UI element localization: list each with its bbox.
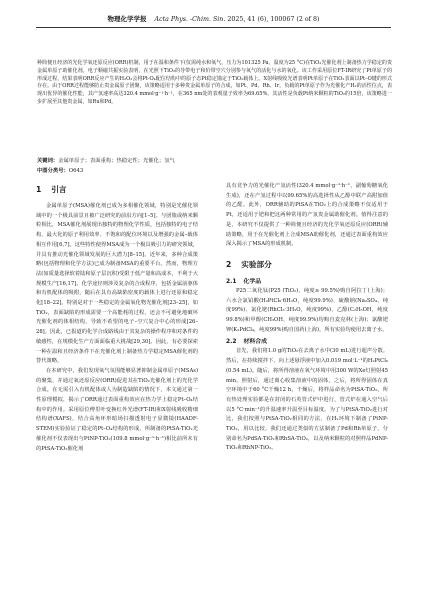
section-number: 1	[36, 185, 42, 194]
abstract-text: 种简便且经济的光化学氧还原反应(ORR)机制，用于在温和条件下(仅需纯水和氧气，压力为101325 Pa，温度为25 °C)在TiO₂光催化剂上制备热力学稳定的贵金属单原子助催化剂。电子顺磁共振实验表明，在光照下TiO₂的导带电子和价带空穴分别参与氧气的活化与水的氧化。该工作采用原位FT-IR研究了Pt单原子的形成过程，结果表明ORR反应产生的H₂O₂会将Pt-O₄配位结构中的原子态Pt稳定锚定于TiO₂载体上。X射线吸收光谱表明Pt单原子在TiO₂表面以Pt–O键的形式存在。由于ORR过程能够防止贵金属原子团聚，该策略适用于多种贵金属单原子的合成，如Pt、Pd、Rh、Ir。负载的Pt单原子作为光催化产H₂的活性位点，表现出优异的催化性能，其产氢速率高达320.4 mmol·g⁻¹·h⁻¹，在365 nm处的表观量子效率为69.65%。其活性是负载Pt纳米颗粒的TiO₂的15倍，该策略进一步扩展至其他贵金属，如Ru和Pd。	[37, 60, 392, 105]
journal-title	[36, 14, 391, 23]
subsection-heading-chemicals	[226, 277, 388, 287]
section-number: 2	[226, 259, 232, 269]
clc-number	[37, 168, 237, 175]
subsection-title: 化学品	[243, 278, 262, 285]
clc-text: O643	[68, 168, 84, 174]
section-title: 引言	[51, 185, 67, 194]
chemicals-paragraph: P25二氧化钛(P25 (TiO₂)，纯度≥ 99.5%)购自阿拉丁(上海)；六水合氯铂酸(H₂PtCl₆·6H₂O，纯度99.9%)、硫酸钠(Na₂SO₄，纯度99%)、氯化铑(RhCl₃·3H₂O，纯度99%)、乙醇(C₂H₅OH，纯度99.8%)和甲醇(CH₃OH，纯度99.9%)均购自麦克林(上海)；氯酸钯钾(K₂PdCl₄，纯度99%)购自国药(上海)。所有实验均使用去离子水。	[226, 287, 388, 333]
section-heading-intro	[36, 185, 198, 195]
intro-paragraph-1: 金属单原子(MSA)催化剂已成为多相催化领域，特别是光催化领域中的一个极具前景且被广泛研究的前沿方向[1–5]。与团簇或纳米颗粒相比，MSA催化剂展现出独特的物理化学性质，包括独特的电子结构、最大化的原子利用效率、不饱和的配位环境以及增强的金属–载体相互作用[6,7]。这些特性使得MSA成为一个极具吸引力的研究领域，并具有推动光催化领域发展的巨大潜力[8–15]。近年来，多种合成策略(包括物理和化学方法)已成为制备MSA的重要平台。然而，物理方法(如质量选择软着陆和原子层沉积)受限于低产量和高成本，不利于大规模生产[16,17]。化学途径则涉及复杂的合成程序，包括金属前驱体和有机配体的吸附，随后在具有高缺陷密度的载体上进行还原和稳定化[18–22]。特别是对于一些稳定的金属氧化物光催化剂[23–25]，如TiO₂，表面缺陷的形成需要一个高能耗的过程，还会不可避免地破坏光催化剂的体相结构，导致不希望的电子–空穴复合中心的形成[26–28]。因此，已报道的化学合成路线由于其复杂的操作程序和对条件的敏感性，在规模化生产方面面临重大挑战[29,30]。因此，有必要探索一种在温和且经济条件下在光催化剂上制备热力学稳定MSA催化剂的替代策略。	[36, 203, 198, 365]
section-title: 实验部分	[241, 259, 272, 269]
journal-title-cn: 物理化学学报	[107, 15, 147, 23]
subsection-number: 2.1	[226, 278, 237, 285]
running-header	[36, 14, 391, 26]
volume-info: 2025, 41 (6), 100067 (2 of 8)	[227, 16, 320, 23]
intro-paragraph-2: 在本研究中，我们发现氧气氛围能够显著抑制金属单原子(MSAs)的聚集，并通过氧还原反应(ORR)促进其在TiO₂光催化剂上的光化学合成。在无需引入有机配体或人为制造缺陷的情况下，本文通过第一性原理模拟，揭示了ORR通过表面重构效应在热力学上稳定Pt–O₄结构中的作用。采用原位傅里叶变换红外光谱(FT-IR)和X射线吸收精细结构谱(XAFS)，结合高角环形暗场扫描透射电子显微镜(HAADF-STEM)实验验证了稳定的Pt–O₄结构的形成。所制备的PtSA-TiO₂光催化剂不仅表现出与PtNP-TiO₂(109.8 mmol·g⁻¹·h⁻¹)相比前所未有的PtSA-TiO₂催化剂	[36, 367, 198, 452]
keywords-text: 金属单原子；表面重构；热稳定性；光催化；氢气	[58, 158, 175, 164]
keywords-label: 关键词：	[37, 158, 59, 164]
header-rule	[36, 27, 391, 28]
clc-label: 中图分类号：	[37, 168, 69, 174]
subsection-number: 2.2	[226, 339, 237, 346]
synthesis-paragraph: 首先，我们将1.0 g的TiO₂在去离子水中(30 mL)进行超声分散。然后，在持续搅拌下，向上述悬浮液中加入0.019 mol·L⁻¹的H₂PtCl₆ (0.54 mL)。随后，将所得溶液在氧气环境中用300 W的Xe灯照射45 min。照射后，通过离心收集溶液中的固体，之后，将所得固体在真空环境中于60 °C干燥12 h，干燥后，将样品命名为PtSA-TiO₂。所有热处理实验都是在封闭的石英管式炉中进行，管式炉在通入空气后以5 °C·min⁻¹的升温速率升温至目标温度。为了与PtSA-TiO₂进行对比，我们按照与PtSA-TiO₂相同的方法，在H₂环境下制备了PtNP-TiO₂，用以比较。我们还通过类似的方法制备了Pd和Rh单原子，分别命名为PdSA-TiO₂和RhSA-TiO₂，以及纳米颗粒的对照样品PdNP-TiO₂和RhNP-TiO₂。	[226, 348, 388, 452]
subsection-heading-synthesis	[226, 337, 388, 347]
right-column	[226, 182, 388, 454]
subsection-title: 材料合成	[243, 339, 267, 346]
journal-title-en: Acta Phys. -Chim. Sin.	[154, 16, 226, 23]
intro-paragraph-continued: 具有竞争力的光催化产氢活性(320.4 mmol·g⁻¹·h⁻¹，副葡萄糖氧化生成)，还在产氢过程中以99.65%的高选择性从乙醇中联产高附加值的乙醛。此外，ORR辅助的PtSA在TiO₂上的合成策略不仅适用于Pt，还适用于钯和把这两种常用的产氢贵金属助催化剂。值得注意的是，本研究不仅提供了一种简便且经济的光化学氧还原反应(ORR)辅助策略，用于在光催化剂上合成MSA助催化剂，还通过表面重构效应深入揭示了MSA的形成机制。	[226, 183, 388, 248]
section-heading-experimental	[226, 260, 388, 270]
left-column	[36, 182, 198, 454]
keywords	[37, 158, 392, 165]
